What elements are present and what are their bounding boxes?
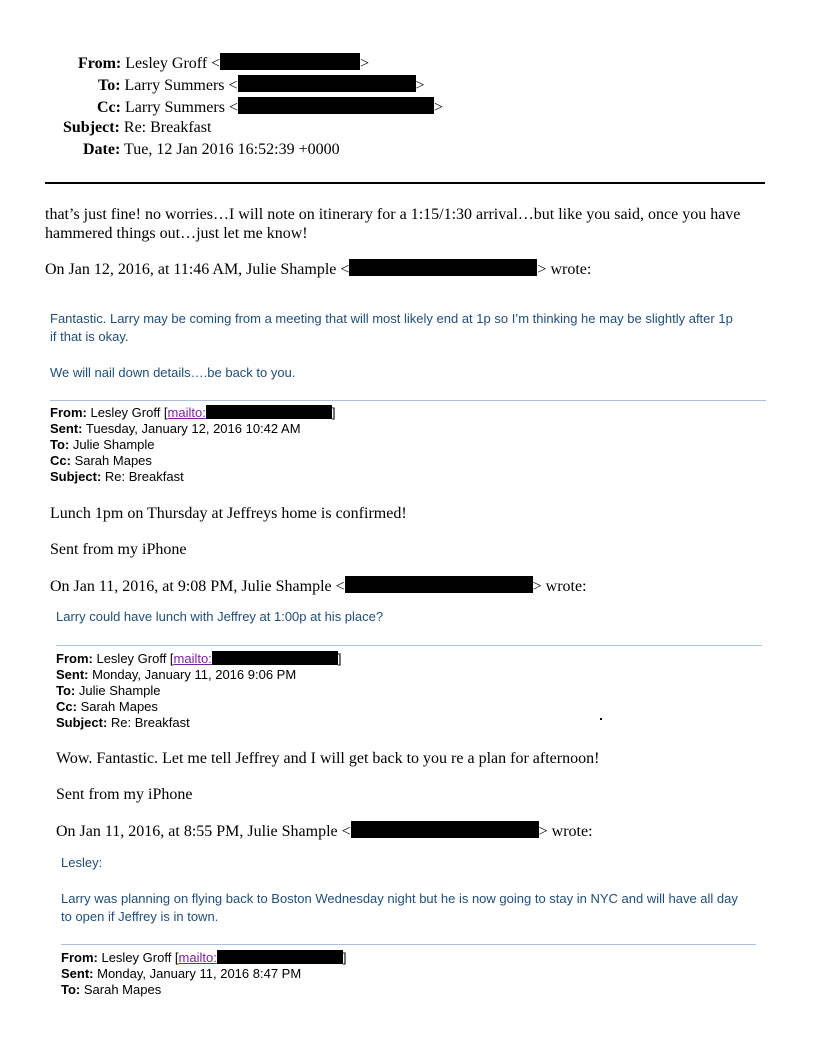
header-cc-value: Larry Summers < xyxy=(124,99,238,116)
header-to-value: Larry Summers < xyxy=(124,77,238,94)
fwd1-cc xyxy=(50,453,152,469)
mailto-link[interactable]: mailto: xyxy=(173,651,212,666)
quoted-line: Fantastic. Larry may be coming from a meeting that will most likely end at 1p so I’m thinking he may be slightly after 1p xyxy=(50,311,733,326)
header-divider xyxy=(45,182,765,184)
attribution-suffix: > wrote: xyxy=(537,261,592,278)
fwd1-from-label: From: xyxy=(50,405,87,420)
fwd2-cc-value: Sarah Mapes xyxy=(80,699,158,714)
redacted-email xyxy=(212,651,338,665)
fwd1-subject xyxy=(50,469,184,485)
redacted-email xyxy=(351,821,539,838)
fwd1-to xyxy=(50,437,155,453)
quote-attribution-2 xyxy=(50,576,587,596)
attribution-suffix: > wrote: xyxy=(538,823,593,840)
header-from xyxy=(78,53,369,73)
quote-separator xyxy=(50,400,766,401)
fwd2-cc xyxy=(56,699,158,715)
header-subject-value: Re: Breakfast xyxy=(123,119,212,136)
fwd1-to-value: Julie Shample xyxy=(72,437,155,452)
redacted-email xyxy=(345,576,533,593)
fwd2-from-value: Lesley Groff [ xyxy=(96,651,174,666)
stray-dot xyxy=(600,718,602,720)
signature: Sent from my iPhone xyxy=(56,786,193,803)
fwd1-subject-value: Re: Breakfast xyxy=(104,469,184,484)
fwd1-from xyxy=(50,405,335,421)
fwd3-close: ] xyxy=(342,950,347,965)
redacted-email xyxy=(238,97,434,114)
fwd3-sent xyxy=(61,966,301,982)
fwd2-from xyxy=(56,651,341,667)
fwd2-to-label: To: xyxy=(56,683,76,698)
header-from-close: > xyxy=(360,55,370,72)
fwd3-from xyxy=(61,950,346,966)
fwd2-cc-label: Cc: xyxy=(56,699,77,714)
fwd2-sent-value: Monday, January 11, 2016 9:06 PM xyxy=(92,667,297,682)
header-date xyxy=(83,141,340,159)
quote-separator xyxy=(61,944,756,945)
header-to xyxy=(98,75,425,95)
signature: Sent from my iPhone xyxy=(50,541,187,558)
message-line: Wow. Fantastic. Let me tell Jeffrey and I will get back to you re a plan for afternoon! xyxy=(56,750,600,767)
fwd2-close: ] xyxy=(337,651,342,666)
header-cc-label: Cc: xyxy=(97,99,121,116)
message-line: Lunch 1pm on Thursday at Jeffreys home is confirmed! xyxy=(50,505,407,522)
quoted-line: to open if Jeffrey is in town. xyxy=(61,909,219,924)
fwd1-close: ] xyxy=(331,405,336,420)
reply-line-2: hammered things out…just let me know! xyxy=(45,225,308,242)
fwd3-from-label: From: xyxy=(61,950,98,965)
fwd2-subject-label: Subject: xyxy=(56,715,108,730)
fwd2-sent-label: Sent: xyxy=(56,667,89,682)
redacted-email xyxy=(206,405,332,419)
header-subject-label: Subject: xyxy=(63,119,120,136)
quoted-line: Larry could have lunch with Jeffrey at 1:00p at his place? xyxy=(56,609,384,624)
header-to-close: > xyxy=(415,77,425,94)
fwd1-sent-label: Sent: xyxy=(50,421,83,436)
attribution-suffix: > wrote: xyxy=(532,578,587,595)
header-subject xyxy=(63,119,211,137)
fwd2-subject xyxy=(56,715,190,731)
redacted-email xyxy=(238,75,416,92)
fwd2-subject-value: Re: Breakfast xyxy=(110,715,190,730)
header-from-value: Lesley Groff < xyxy=(125,55,221,72)
quoted-line: if that is okay. xyxy=(50,329,129,344)
quote-attribution-3 xyxy=(56,821,593,841)
attribution-text: On Jan 11, 2016, at 8:55 PM, Julie Shample < xyxy=(56,823,351,840)
fwd1-sent xyxy=(50,421,301,437)
fwd1-subject-label: Subject: xyxy=(50,469,102,484)
fwd3-sent-label: Sent: xyxy=(61,966,94,981)
fwd2-from-label: From: xyxy=(56,651,93,666)
header-cc-close: > xyxy=(433,99,444,116)
reply-line-1: that’s just fine! no worries…I will note on itinerary for a 1:15/1:30 arrival…but like you said, once you have xyxy=(45,206,741,223)
redacted-email xyxy=(220,53,360,70)
fwd3-from-value: Lesley Groff [ xyxy=(101,950,179,965)
header-date-value: Tue, 12 Jan 2016 16:52:39 +0000 xyxy=(124,141,340,158)
quote-separator xyxy=(56,645,762,646)
quoted-line: Larry was planning on flying back to Boston Wednesday night but he is now going to stay in NYC and will have all day xyxy=(61,891,738,906)
fwd1-sent-value: Tuesday, January 12, 2016 10:42 AM xyxy=(85,421,301,436)
fwd1-cc-label: Cc: xyxy=(50,453,71,468)
mailto-link[interactable]: mailto: xyxy=(178,950,217,965)
quoted-line: We will nail down details….be back to you. xyxy=(50,365,296,380)
fwd1-from-value: Lesley Groff [ xyxy=(90,405,168,420)
fwd2-sent xyxy=(56,667,296,683)
fwd2-to-value: Julie Shample xyxy=(78,683,161,698)
header-date-label: Date: xyxy=(83,141,121,158)
quoted-greeting: Lesley: xyxy=(61,855,103,870)
fwd3-to-label: To: xyxy=(61,982,81,997)
header-cc xyxy=(97,97,443,117)
redacted-email xyxy=(217,950,343,964)
attribution-text: On Jan 12, 2016, at 11:46 AM, Julie Shample < xyxy=(45,261,350,278)
fwd1-cc-value: Sarah Mapes xyxy=(74,453,152,468)
mailto-link[interactable]: mailto: xyxy=(167,405,206,420)
fwd1-to-label: To: xyxy=(50,437,70,452)
redacted-email xyxy=(349,259,537,276)
attribution-text: On Jan 11, 2016, at 9:08 PM, Julie Shample < xyxy=(50,578,345,595)
fwd3-sent-value: Monday, January 11, 2016 8:47 PM xyxy=(97,966,302,981)
fwd3-to-value: Sarah Mapes xyxy=(83,982,162,997)
quote-attribution-1 xyxy=(45,259,591,279)
fwd2-to xyxy=(56,683,161,699)
fwd3-to xyxy=(61,982,161,998)
header-from-label: From: xyxy=(78,55,122,72)
header-to-label: To: xyxy=(98,77,121,94)
